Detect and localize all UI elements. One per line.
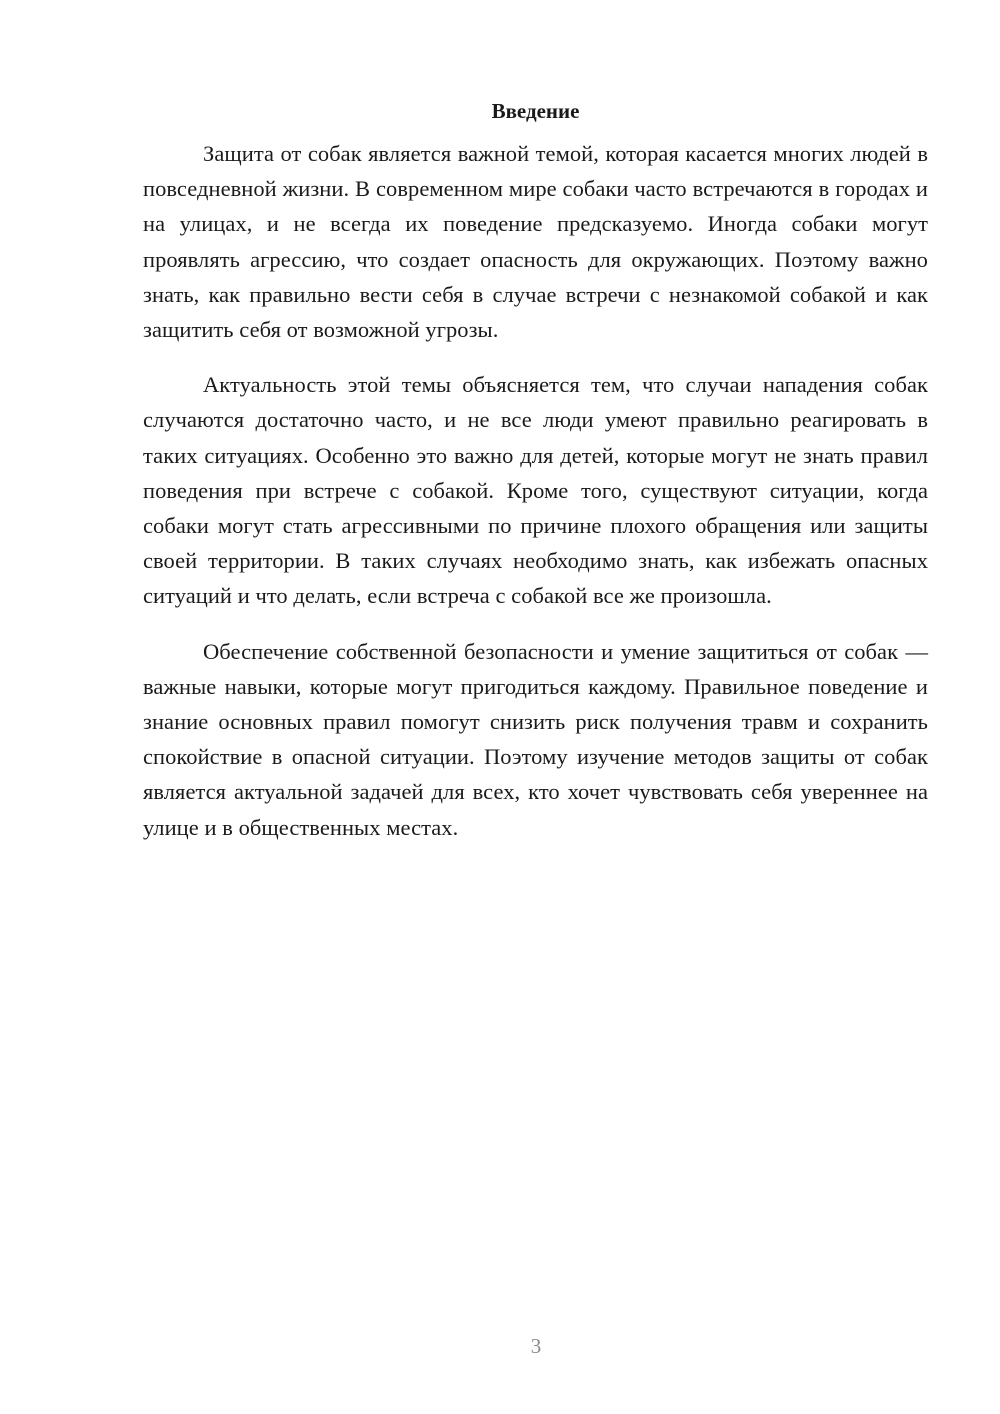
paragraph-2: Актуальность этой темы объясняется тем, что случаи нападения собак случаются достаточно часто, и не все люди умеют правильно реагировать в таких ситуациях. Особенно это важно для детей, которые могут не знать правил поведения при встрече с собакой. Кроме того, существуют ситуации, когда собаки могут стать агрессивными по причине плохого обращения или защиты своей территории. В таких случаях необходимо знать, как избежать опасных ситуаций и что делать, если встреча с собакой все же произошла. (143, 372, 928, 609)
paragraph-3: Обеспечение собственной безопасности и умение защититься от собак — важные навыки, которые могут пригодиться каждому. Правильное поведение и знание основных правил помогут снизить риск получения травм и сохранить спокойствие в опасной ситуации. Поэтому изучение методов защиты от собак является актуальной задачей для всех, кто хочет чувствовать себя увереннее на улице и в общественных местах. (143, 638, 928, 840)
paragraph-1: Защита от собак является важной темой, которая касается многих людей в повседневной жизни. В современном мире собаки часто встречаются в городах и на улицах, и не всегда их поведение предсказуемо. Иногда собаки могут проявлять агрессию, что создает опасность для окружающих. Поэтому важно знать, как правильно вести себя в случае встречи с незнакомой собакой и как защитить себя от возможной угрозы. (143, 141, 928, 343)
page-number: 3 (530, 1334, 542, 1358)
section-heading: Введение (491, 99, 580, 123)
page-content (143, 96, 928, 865)
